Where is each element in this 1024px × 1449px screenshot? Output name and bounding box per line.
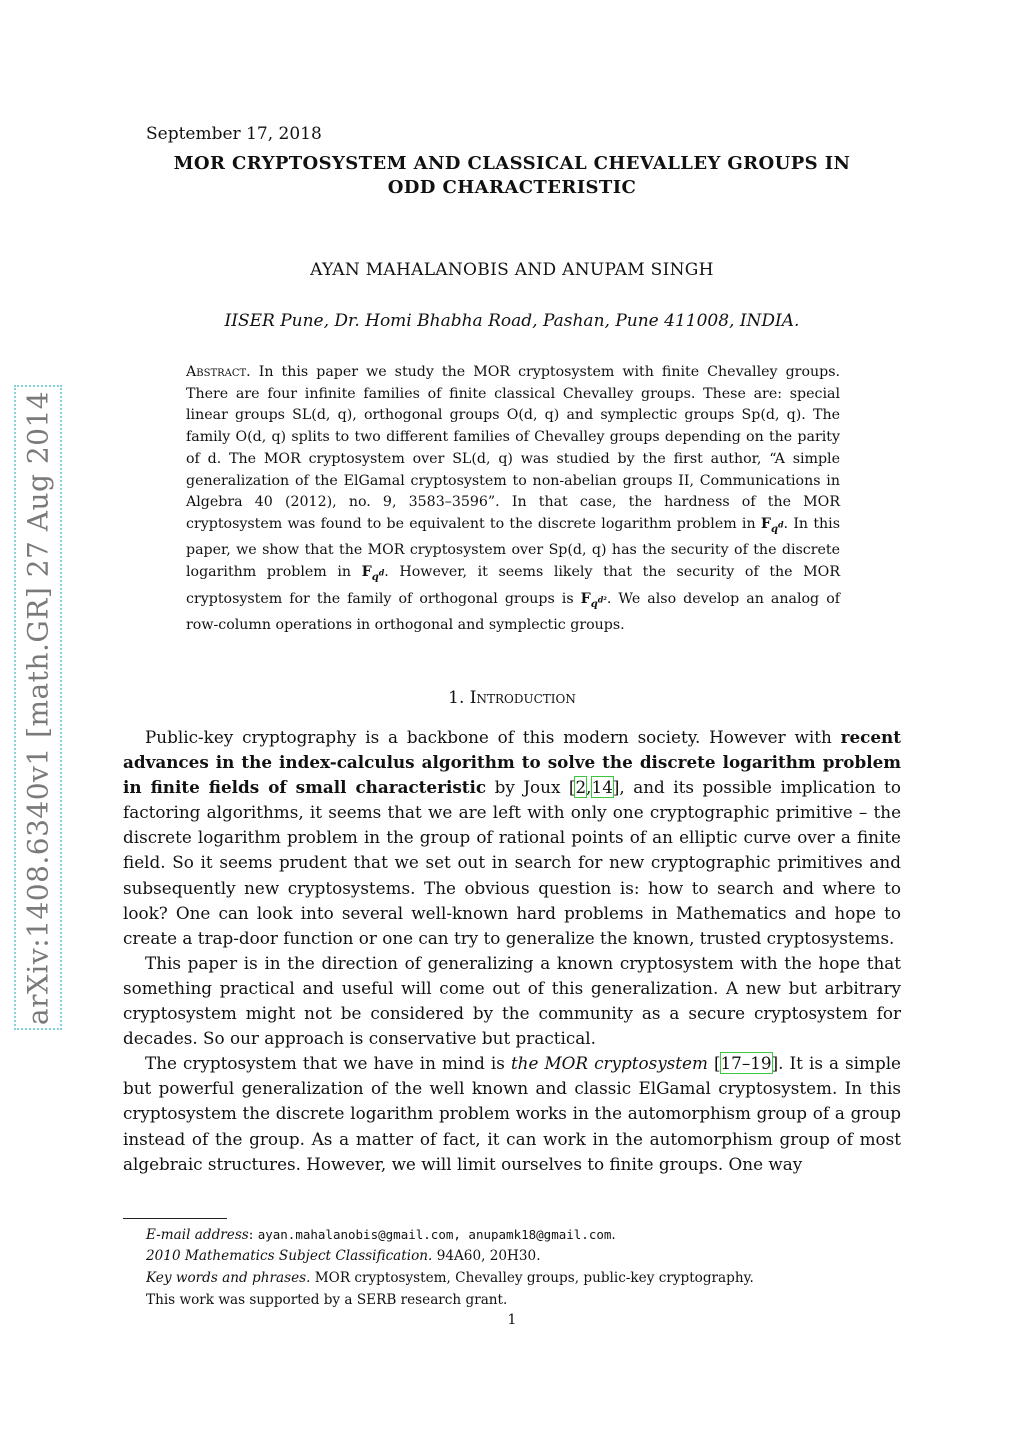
section-title: Introduction bbox=[469, 688, 576, 708]
email-addresses[interactable]: ayan.mahalanobis@gmail.com, anupamk18@gmail.com bbox=[257, 1227, 612, 1242]
footnote-support: This work was supported by a SERB research grant. bbox=[146, 1292, 508, 1308]
email-label: E-mail address bbox=[146, 1227, 249, 1243]
p1-text-b: by Joux [ bbox=[486, 777, 576, 798]
paragraph-2: This paper is in the direction of generalizing a known cryptosystem with the hope that something practical and useful will come out of this generalization. A new but arbitrary cryptosystem might not be considered by the community as a secure cryptosystem for decades. So our approach is conservative but practical. bbox=[123, 952, 901, 1049]
affiliation: IISER Pune, Dr. Homi Bhabha Road, Pashan, Pune 411008, INDIA. bbox=[224, 311, 800, 331]
citation-link-2[interactable]: 2 bbox=[575, 777, 587, 798]
abstract bbox=[186, 362, 840, 637]
citation-link-14[interactable]: 14 bbox=[591, 777, 613, 798]
keywords-label: Key words and phrases. bbox=[146, 1270, 311, 1286]
paper-date: September 17, 2018 bbox=[146, 124, 322, 144]
p3-text-b: [ bbox=[707, 1053, 721, 1074]
msc-label: 2010 Mathematics Subject Classification. bbox=[146, 1248, 433, 1264]
abstract-label: Abstract. bbox=[186, 364, 251, 380]
title-line-2: ODD CHARACTERISTIC bbox=[387, 177, 637, 198]
arxiv-stamp[interactable] bbox=[14, 385, 62, 1030]
msc-codes: 94A60, 20H30. bbox=[436, 1248, 541, 1264]
paragraph-3 bbox=[123, 1051, 901, 1176]
p3-text-a: The cryptosystem that we have in mind is bbox=[145, 1053, 511, 1074]
p1-bold-phrase: recent advances in the index-calculus algorithm to solve the discrete logarithm problem in finite fields of small characteristic bbox=[123, 727, 901, 798]
keywords-list: MOR cryptosystem, Chevalley groups, public-key cryptography. bbox=[314, 1270, 754, 1286]
section-number: 1. bbox=[448, 688, 465, 708]
citation-link-17-19[interactable]: 17–19 bbox=[720, 1053, 772, 1074]
p1-text-c: ], and its possible implication to factoring algorithms, it seems that we are left with only one cryptographic primitive – the discrete logarithm problem in the group of rational points of an elliptic curve over a finite field. So it seems prudent that we set out in search for new cryptographic primitives and subsequently new cryptosystems. The obvious question is: how to search and where to look? One can look into several well-known hard problems in Mathematics and hope to create a trap-door function or one can try to generalize the known, trusted cryptosystems. bbox=[123, 777, 902, 948]
author-list: AYAN MAHALANOBIS AND ANUPAM SINGH bbox=[310, 260, 714, 280]
body-text bbox=[123, 725, 901, 1177]
finite-field-symbol: $F_{q^d}$ bbox=[361, 564, 385, 583]
abstract-text: In this paper we study the MOR cryptosystem with finite Chevalley groups. There are four infinite families of finite classical Chevalley groups. These are: special linear groups SL(d, q), orthogonal groups O(d, q) and symplectic groups Sp(d, q). The family O(d, q) splits to two different families of Chevalley groups depending on the parity of d. The MOR cryptosystem over SL(d, q) was studied by the first author, “A simple generalization of the ElGamal cryptosystem to non-abelian groups II, Communications in Algebra 40 (2012), no. 9, 3583–3596”. In that case, the hardness of the MOR cryptosystem was found to be equivalent to the discrete logarithm problem in $F_{q^d}$. In this paper, we show that the MOR cryptosystem over Sp(d, q) has the security of the discrete logarithm problem in $F_{q^d}$. However, it seems likely that the security of the MOR cryptosystem for the family of orthogonal groups is $F_{q^{d^2}}$. We also develop an analog of row-column operations in orthogonal and symplectic groups. bbox=[186, 364, 840, 634]
p1-text-a: Public-key cryptography is a backbone of this modern society. However with bbox=[145, 727, 841, 747]
section-heading bbox=[110, 688, 914, 708]
footnote-keywords bbox=[146, 1268, 906, 1290]
footnote-divider bbox=[123, 1218, 227, 1219]
arxiv-identifier: arXiv:1408.6340v1 [math.GR] 27 Aug 2014 bbox=[21, 390, 55, 1025]
finite-field-symbol: $F_{q^d}$ bbox=[760, 515, 784, 535]
paragraph-1 bbox=[123, 725, 901, 951]
footnote-email: E-mail address: ayan.mahalanobis@gmail.com, anupamk18@gmail.com. bbox=[146, 1227, 616, 1243]
title-line-1: MOR CRYPTOSYSTEM AND CLASSICAL CHEVALLEY GROUPS IN bbox=[173, 153, 851, 174]
page-number: 1 bbox=[507, 1312, 517, 1328]
finite-field-symbol: $F_{q^{d^2}}$ bbox=[580, 590, 607, 610]
citation-separator: , bbox=[586, 777, 592, 798]
p3-italic-phrase: the MOR cryptosystem bbox=[510, 1053, 708, 1074]
paper-title bbox=[110, 152, 914, 200]
p3-text-c: ]. It is a simple but powerful generalization of the well known and classic ElGamal cryptosystem. In this cryptosystem the discrete logarithm problem works in the automorphism group of a group instead of the group. As a matter of fact, it can work in the automorphism group of most algebraic structures. However, we will limit ourselves to finite groups. One way bbox=[123, 1053, 901, 1174]
footnote-msc bbox=[146, 1246, 906, 1268]
